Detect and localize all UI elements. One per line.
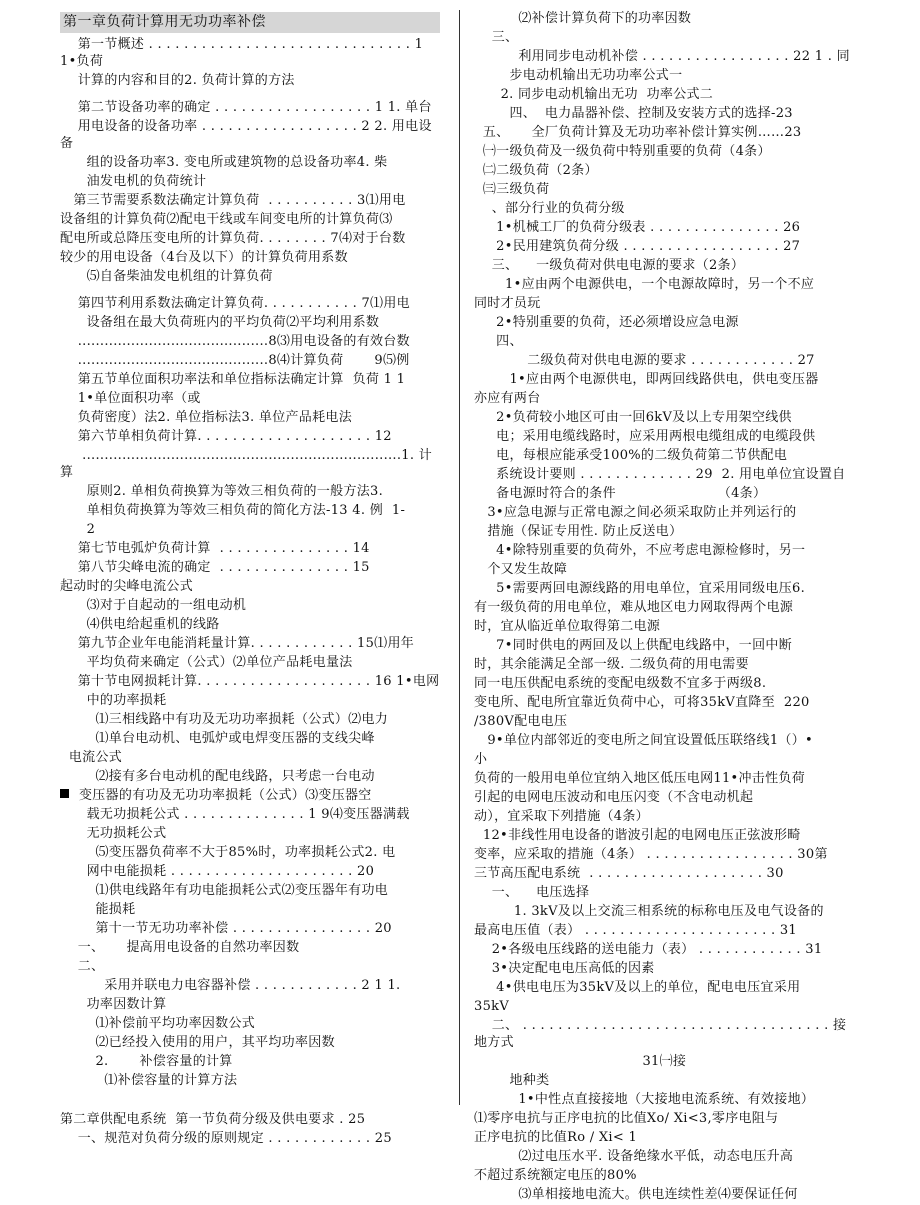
toc-line: 2•负荷较小地区可由一回6kV及以上专用架空线供 [474,410,792,425]
toc-line: 第六节单相负荷计算. . . . . . . . . . . . . . . . . . . . 12 [60,429,392,444]
toc-line: 设备组的计算负荷⑵配电干线或车间变电所的计算负荷⑶ [60,212,393,227]
toc-line: 4•供电电压为35kV及以上的单位，配电电压宜采用 [474,980,801,995]
toc-line: ⑴零序电抗与正序电抗的比值Xo/ Xi<3,零序电阻与 [474,1111,779,1126]
toc-line: 能损耗 [60,902,136,917]
chapter-1-heading: 第一章负荷计算用无功功率补偿 [60,12,440,33]
toc-line: 第十一节无功功率补偿 . . . . . . . . . . . . . . . . 20 [60,921,392,936]
toc-line: 第九节企业年电能消耗量计算. . . . . . . . . . . . 15⑴用年 [60,636,415,651]
toc-line: 35kV [474,999,510,1014]
toc-line: 功率因数计算 [60,997,167,1012]
toc-line: 平均负荷来确定（公式）⑵单位产品耗电量法 [60,655,353,670]
toc-line: 四、 [474,334,523,349]
toc-line: 二级负荷对供电电源的要求 . . . . . . . . . . . . 27 [474,353,815,368]
toc-line: ⑴补偿容量的计算方法 [60,1073,238,1088]
square-line-text: 变压器的有功及无功功率损耗（公式）⑶变压器空 [79,788,372,803]
toc-line [60,287,440,293]
toc-line: 三、 一级负荷对供电电源的要求（2条） [474,258,745,273]
toc-line: 措施（保证专用性. 防止反送电） [474,524,683,539]
toc-line: 第八节尖峰电流的确定 . . . . . . . . . . . . . . . 15 [60,560,370,575]
toc-line: 第二节设备功率的确定 . . . . . . . . . . . . . . . . . . 1 1. 单台 [60,100,432,115]
toc-line: ........................................................................1. 计算 [60,448,433,480]
toc-line: 负荷的一般用电单位宜纳入地区低压电网11•冲击性负荷 [474,771,806,786]
toc-line: ⑸变压器负荷率不大于85%时，功率损耗公式2. 电 [60,845,396,860]
toc-line: 用电设备的设备功率 . . . . . . . . . . . . . . . . . . 2 2. 用电设备 [60,119,432,151]
toc-line: 三、 [474,30,519,45]
left-column [60,8,440,1149]
toc-line: 步电动机输出无功功率公式一 [474,68,683,83]
toc-line: 有一级负荷的用电单位，难从地区电力网取得两个电源 [474,600,794,615]
toc-line: 一、 电压选择 [474,885,590,900]
toc-line: 正序电抗的比值Ro / Xi< 1 [474,1130,638,1145]
toc-line: 7•同时供电的两回及以上供配电线路中，一回中断 [474,638,793,653]
toc-line: 第三节需要系数法确定计算负荷 . . . . . . . . . . 3⑴用电 [60,193,406,208]
toc-line: ⑵补偿计算负荷下的功率因数 [474,11,692,26]
toc-line: 配电所或总降压变电所的计算负荷. . . . . . . . 7⑷对于台数 [60,231,406,246]
toc-line: 负荷密度）法2. 单位指标法3. 单位产品耗电法 [60,410,353,425]
toc-line: ⑵已经投入使用的用户，其平均功率因数 [60,1035,335,1050]
toc-line: ⑶单相接地电流大。供电连续性差⑷要保证任何 [474,1187,798,1202]
toc-line: 网中电能损耗 . . . . . . . . . . . . . . . . . . . . . 20 [60,864,375,879]
toc-line: 计算的内容和目的2. 负荷计算的方法 [60,73,295,88]
toc-line: 1•应由两个电源供电，一个电源故障时，另一个不应 [474,277,815,292]
right-toc-lines [474,10,854,1203]
toc-line: ⑴单台电动机、电弧炉或电焊变压器的支线尖峰 [60,731,375,746]
toc-line: 电，每根应能承受100%的二级负荷第二节供配电 [474,448,788,463]
toc-line: 31㈠接 [474,1054,687,1069]
toc-line [60,91,440,97]
toc-line: 单相负荷换算为等效三相负荷的简化方法-13 4. 例 1- [60,503,406,518]
toc-line: 电流公式 [60,750,123,765]
toc-line: ...........................................8⑶用电设备的有效台数 [60,334,410,349]
toc-line: 中的功率损耗 [60,693,167,708]
toc-line: 1. 3kV及以上交流三相系统的标称电压及电气设备的 [474,904,824,919]
toc-line: 第一节概述 . . . . . . . . . . . . . . . . . . . . . . . . . . . . . . 1 1•负荷 [60,37,428,69]
toc-line: 个又发生故障 [474,562,568,577]
toc-line: 备电源时符合的条件 （4条） [474,486,767,501]
toc-line: 四、 电力晶器补偿、控制及安装方式的选择-23 [474,106,793,121]
toc-line: 组的设备功率3. 变电所或建筑物的总设备功率4. 柴 [60,155,388,170]
toc-line: ⑵接有多台电动机的配电线路，只考虑一台电动 [60,769,375,784]
toc-line: 采用并联电力电容器补偿 . . . . . . . . . . . . 2 1 1. [60,978,401,993]
toc-line: 地种类 [474,1073,550,1088]
toc-line: 起动时的尖峰电流公式 [60,579,194,594]
toc-line: 最高电压值（表） . . . . . . . . . . . . . . . . . . . . . . 31 [474,923,797,938]
toc-line: 不超过系统额定电压的80% [474,1168,637,1183]
toc-line: 3•决定配电电压高低的因素 [474,961,655,976]
toc-line: 4•除特别重要的负荷外，不应考虑电源检修时，另一 [474,543,806,558]
toc-line: 、部分行业的负荷分级 [474,201,625,216]
toc-line: 引起的电网电压波动和电压闪变（不含电动机起 [474,790,754,805]
toc-line: 时，宜从临近单位取得第二电源 [474,619,661,634]
toc-line: 亦应有两台 [474,391,541,406]
toc-line: 5•需要两回电源线路的用电单位，宜采用同级电压6. [474,581,806,596]
toc-line: 2. 补偿容量的计算 [60,1054,233,1069]
toc-line: 系统设计要则 . . . . . . . . . . . . . 29 2. 用电单位宜设置自 [474,467,846,482]
square-bullet-icon [60,789,69,798]
toc-line: 变电所、配电所宜靠近负荷中心，可将35kV直降至 220 [474,695,810,710]
toc-line: 2 [60,522,96,537]
toc-line: 9•单位内部邻近的变电所之间宜设置低压联络线1（）• [474,733,813,748]
toc-line: 第四节利用系数法确定计算负荷. . . . . . . . . . . 7⑴用电 [60,296,410,311]
toc-line: ⑴补偿前平均功率因数公式 [60,1016,256,1031]
toc-line: 1•单位面积功率（或 [60,391,201,406]
toc-line: ⑸自备柴油发电机组的计算负荷 [60,269,273,284]
chapter-2-item: 一、规范对负荷分级的原则规定 . . . . . . . . . . . . 25 [60,1131,392,1146]
left-toc-lines-2 [60,806,440,1089]
toc-line: 一、 提高用电设备的自然功率因数 [60,940,300,955]
toc-line: 第七节电弧炉负荷计算 . . . . . . . . . . . . . . . 14 [60,541,370,556]
toc-line: ㈡二级负荷（2条） [474,163,598,178]
toc-line: 电；采用电缆线路时，应采用两根电缆组成的电缆段供 [474,429,816,444]
toc-line: 1•应由两个电源供电，即两回线路供电，供电变压器 [474,372,819,387]
toc-line: ⑵过电压水平. 设备绝缘水平低，动态电压升高 [474,1149,794,1164]
toc-line: 油发电机的负荷统计 [60,174,207,189]
square-bullet-line [60,787,440,804]
toc-line: 载无功损耗公式 . . . . . . . . . . . . . . 1 9⑷变压器满载 [60,807,410,822]
toc-line: 三节高压配电系统 . . . . . . . . . . . . . . . . . . . . 30 [474,866,784,881]
toc-line: ⑴三相线路中有功及无功功率损耗（公式）⑵电力 [60,712,389,727]
toc-line: 变率，应采取的措施（4条） . . . . . . . . . . . . . . . . . 30第 [474,847,828,862]
toc-line: 设备组在最大负荷班内的平均负荷⑵平均利用系数 [60,315,380,330]
toc-line: 第五节单位面积功率法和单位指标法确定计算 负荷 1 1 [60,372,406,387]
toc-line: 小 [474,752,488,767]
toc-line: 3•应急电源与正常电源之间必须采取防止并列运行的 [474,505,797,520]
column-divider [459,10,460,1105]
toc-line: 二、 [60,959,105,974]
toc-line: 无功损耗公式 [60,826,167,841]
toc-line: 时，其余能满足全部一级. 二级负荷的用电需要 [474,657,749,672]
toc-line: ⑴供电线路年有功电能损耗公式⑵变压器年有功电 [60,883,389,898]
toc-line: 12•非线性用电设备的谐波引起的电网电压正弦波形畸 [474,828,801,843]
toc-line: ㈠一级负荷及一级负荷中特别重要的负荷（4条） [474,144,771,159]
toc-line: 2•民用建筑负荷分级 . . . . . . . . . . . . . . . . . . 27 [474,239,801,254]
right-column [474,8,854,1205]
toc-line: 动），宜采取下列措施（4条） [474,809,649,824]
toc-line: 2•特别重要的负荷，还必须增设应急电源 [474,315,739,330]
toc-line: ㈢三级负荷 [474,182,550,197]
toc-line: 原则2. 单相负荷换算为等效三相负荷的一般方法3. [60,484,384,499]
toc-line: ...........................................8⑷计算负荷 9⑸例 [60,353,410,368]
toc-line: ⑶对于自起动的一组电动机 [60,598,247,613]
toc-line: 第十节电网损耗计算. . . . . . . . . . . . . . . . . . . . 16 1•电网 [60,674,440,689]
toc-line: 同一电压供配电系统的变配电级数不宜多于两级8. [474,676,767,691]
toc-line: 2•各级电压线路的送电能力（表） . . . . . . . . . . . . 31 [474,942,823,957]
toc-line: 同时才员玩 [474,296,541,311]
toc-line: 1•中性点直接接地（大接地电流系统、有效接地） [474,1092,815,1107]
toc-line: 1•机械工厂的负荷分级表 . . . . . . . . . . . . . . . 26 [474,220,801,235]
toc-line: 2. 同步电动机输出无功 功率公式二 [474,87,714,102]
toc-line: ⑷供电给起重机的线路 [60,617,220,632]
toc-line: 利用同步电动机补偿 . . . . . . . . . . . . . . . . . 22 1 . 同 [474,49,850,64]
left-toc-lines [60,36,440,785]
chapter-2-heading: 第二章供配电系统 第一节负荷分级及供电要求 . 25 [60,1112,366,1127]
toc-line: 较少的用电设备（4台及以下）的计算负荷用系数 [60,250,348,265]
toc-line: /380V配电电压 [474,714,568,729]
toc-line: 五、 全厂负荷计算及无功功率补偿计算实例……23 [474,125,802,140]
toc-line: 二、 . . . . . . . . . . . . . . . . . . . . . . . . . . . . . . . . . . . 接地方式 [474,1018,847,1050]
